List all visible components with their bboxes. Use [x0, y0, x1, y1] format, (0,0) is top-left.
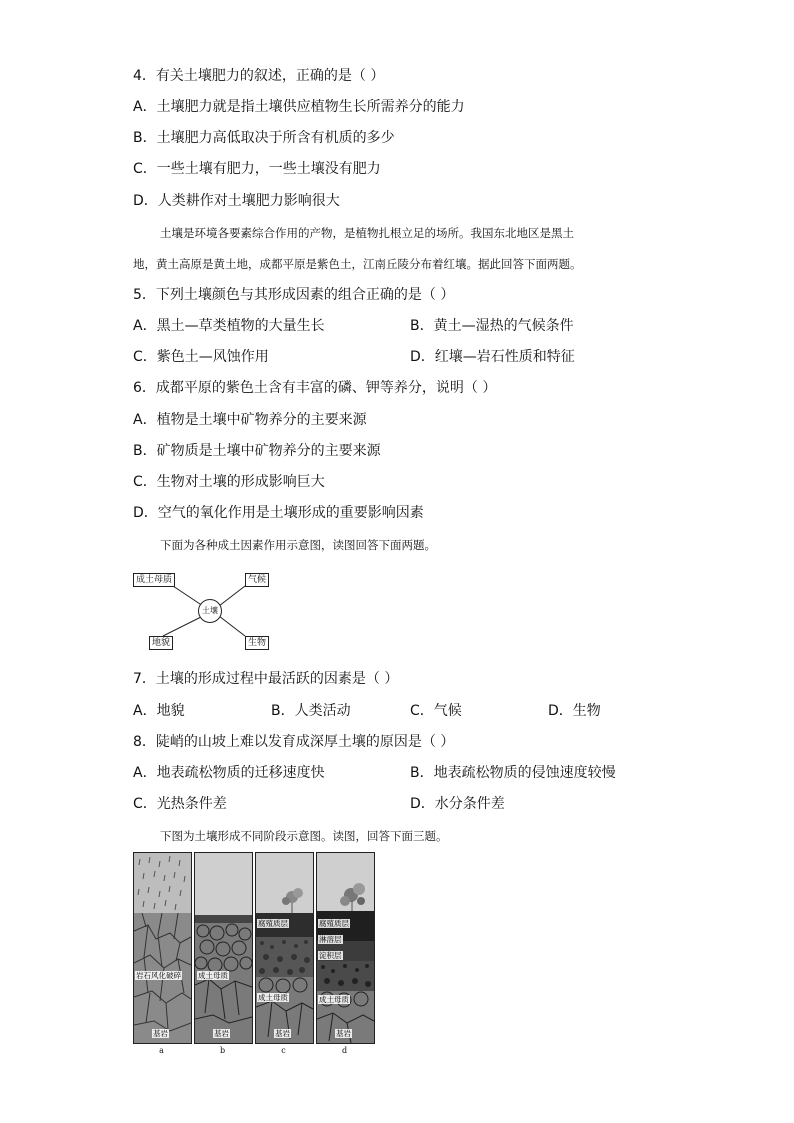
label-bedrock-b: 基岩 [214, 1029, 229, 1038]
sky-b [195, 853, 252, 915]
q5-option-b: B．黄土—湿热的气候条件 [410, 318, 574, 334]
label-humus-d: 腐殖质层 [319, 919, 349, 928]
sky-d [317, 853, 374, 911]
label-bedrock-d: 基岩 [336, 1029, 351, 1038]
label-eluvial-d: 淋溶层 [319, 935, 342, 944]
caption-b: b [219, 1046, 226, 1055]
sky-c [256, 853, 313, 913]
intro-diagram-caption: 下面为各种成土因素作用示意图，读图回答下面两题。 [160, 538, 436, 552]
parent-material-layer-c [256, 937, 313, 977]
soil-factor-diagram [133, 570, 273, 652]
stage-panel-c [255, 852, 314, 1044]
q6-option-b: B．矿物质是土壤中矿物养分的主要来源 [133, 443, 381, 459]
q7-option-d: D．生物 [548, 703, 601, 719]
q4-option-d: D．人类耕作对土壤肥力影响很大 [133, 193, 340, 209]
q7-option-c: C．气候 [410, 703, 462, 719]
stage-panel-b [194, 852, 253, 1044]
q4-option-c: C．一些土壤有肥力，一些土壤没有肥力 [133, 161, 381, 177]
rain-icon [134, 853, 191, 913]
label-bedrock-a: 基岩 [153, 1029, 168, 1038]
intro-stages-caption: 下图为土壤形成不同阶段示意图。读图，回答下面三题。 [160, 829, 448, 843]
rain-sky [134, 853, 191, 913]
label-weathered-rock: 岩石风化破碎 [136, 971, 181, 980]
intro-paragraph-line1: 土壤是环境各要素综合作用的产物，是植物扎根立足的场所。我国东北地区是黑土 [160, 226, 574, 240]
plant-icon [256, 853, 313, 913]
q8-option-a: A．地表疏松物质的迁移速度快 [133, 765, 325, 781]
label-parent-material-d: 成土母质 [319, 995, 349, 1004]
stage-panel-d [316, 852, 375, 1044]
q6-option-d: D．空气的氧化作用是土壤形成的重要影响因素 [133, 505, 424, 521]
factor-climate: 气候 [245, 573, 269, 587]
q8-option-b: B．地表疏松物质的侵蚀速度较慢 [410, 765, 616, 781]
q4-stem: 4．有关土壤肥力的叙述，正确的是（ ） [133, 68, 385, 84]
plant-icon [317, 853, 374, 911]
q6-option-a: A．植物是土壤中矿物养分的主要来源 [133, 412, 367, 428]
q4-option-a: A．土壤肥力就是指土壤供应植物生长所需养分的能力 [133, 99, 465, 115]
caption-d: d [341, 1046, 348, 1055]
q5-stem: 5．下列土壤颜色与其形成因素的组合正确的是（ ） [133, 287, 455, 303]
q5-option-d: D．红壤—岩石性质和特征 [410, 349, 575, 365]
factor-landform: 地貌 [149, 636, 173, 650]
q7-option-a: A．地貌 [133, 703, 185, 719]
illuvial-layer-d [317, 961, 374, 991]
caption-a: a [159, 1046, 164, 1055]
label-parent-material-c: 成土母质 [258, 993, 288, 1002]
intro-paragraph-line2: 地，黄土高原是黄土地，成都平原是紫色土，江南丘陵分布着红壤。据此回答下面两题。 [133, 257, 582, 271]
label-bedrock-c: 基岩 [275, 1029, 290, 1038]
q5-option-a: A．黑土—草类植物的大量生长 [133, 318, 325, 334]
q5-option-c: C．紫色土—风蚀作用 [133, 349, 269, 365]
factor-parent-material: 成土母质 [133, 573, 175, 587]
q7-stem: 7．土壤的形成过程中最活跃的因素是（ ） [133, 671, 399, 687]
parent-material-rock [195, 923, 252, 1043]
stage-panel-a [133, 852, 192, 1044]
q4-option-b: B．土壤肥力高低取决于所含有机质的多少 [133, 130, 395, 146]
q6-stem: 6．成都平原的紫色土含有丰富的磷、钾等养分，说明（ ） [133, 380, 497, 396]
factor-center-soil: 土壤 [198, 599, 222, 623]
soil-formation-stages-figure [133, 852, 373, 1062]
q6-option-c: C．生物对土壤的形成影响巨大 [133, 474, 325, 490]
q8-option-d: D．水分条件差 [410, 796, 505, 812]
q8-stem: 8．陡峭的山坡上难以发育成深厚土壤的原因是（ ） [133, 734, 455, 750]
thin-surface-layer [195, 915, 252, 923]
q7-option-b: B．人类活动 [271, 703, 351, 719]
label-illuvial-d: 淀积层 [319, 951, 342, 960]
factor-organisms: 生物 [245, 636, 269, 650]
label-parent-material-b: 成土母质 [198, 971, 228, 980]
label-humus-c: 腐殖质层 [258, 919, 288, 928]
q8-option-c: C．光热条件差 [133, 796, 227, 812]
caption-c: c [281, 1046, 286, 1055]
